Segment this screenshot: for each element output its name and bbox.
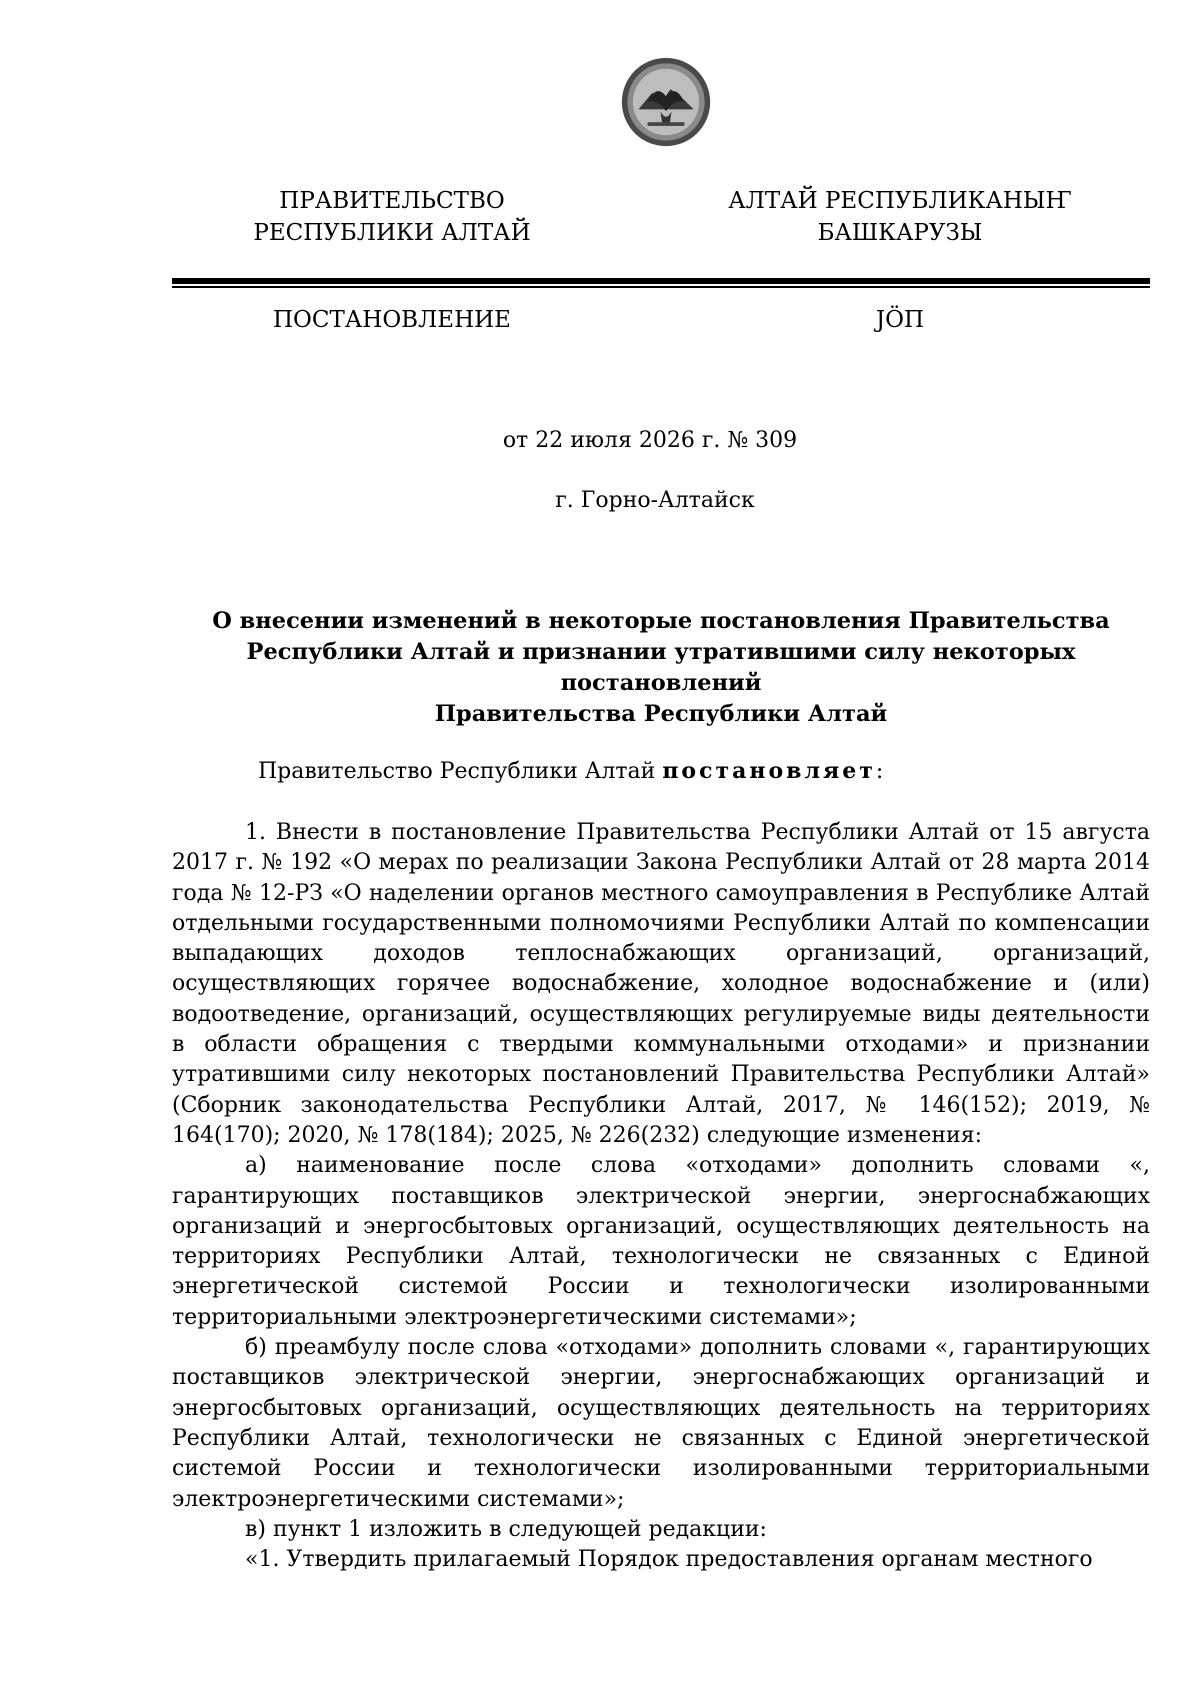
government-name-russian xyxy=(212,185,572,249)
decree-statement xyxy=(258,758,883,784)
paragraph-b: б) преамбулу после слова «отходами» дополнить словами «, гарантирующих поставщиков электрической энергии, энергоснабжающих организаций и энергосбытовых организаций, осуществляющих деятельность на территориях Республики Алтай, технологически не связанных с Единой энергетической системой России и технологически изолированными территориальными электроэнергетическими системами»; xyxy=(172,1335,1150,1512)
decree-verb: постановляет xyxy=(662,758,876,784)
paragraph-v: в) пункт 1 изложить в следующей редакции: xyxy=(245,1516,767,1542)
paragraph-quote: «1. Утвердить прилагаемый Порядок предоставления органам местного xyxy=(245,1547,1093,1573)
doc-type-altai: ЈӦП xyxy=(875,307,925,333)
decree-subject: Правительство Республики Алтай xyxy=(258,759,663,784)
decree-colon: : xyxy=(875,759,884,784)
government-name-line2: РЕСПУБЛИКИ АЛТАЙ xyxy=(253,220,531,246)
header-divider xyxy=(172,278,1150,284)
doc-type-russian: ПОСТАНОВЛЕНИЕ xyxy=(273,307,511,333)
document-title xyxy=(172,606,1150,730)
government-name-altai-line1: АЛТАЙ РЕСПУБЛИКАНЫҤ xyxy=(728,188,1072,214)
header-divider-thin xyxy=(172,286,1150,288)
paragraph-a: а) наименование после слова «отходами» дополнить словами «, гарантирующих поставщиков электрической энергии, энергоснабжающих организаций и энергосбытовых организаций, осуществляющих деятельность на территориях Республики Алтай, технологически не связанных с Единой энергетической системой России и технологически изолированными территориальными электроэнергетическими системами»; xyxy=(172,1153,1150,1330)
document-date-number: от 22 июля 2026 г. № 309 xyxy=(502,428,798,453)
paragraph-1: 1. Внести в постановление Правительства Республики Алтай от 15 августа 2017 г. № 192 «О мерах по реализации Закона Республики Алтай от 28 марта 2014 года № 12-РЗ «О наделении органов местного самоуправления в Республике Алтай отдельными государственными полномочиями Республики Алтай по компенсации выпадающих доходов теплоснабжающих организаций, организаций, осуществляющих горячее водоснабжение, холодное водоснабжение и (или) водоотведение, организаций, осуществляющих регулируемые виды деятельности в области обращения с твердыми коммунальными отходами» и признании утратившими силу некоторых постановлений Правительства Республики Алтай» (Сборник законодательства Республики Алтай, 2017, № 146(152); 2019, № 164(170); 2020, № 178(184); 2025, № 226(232) следующие изменения: xyxy=(172,820,1150,1148)
government-name-altai-line2: БАШКАРУЗЫ xyxy=(817,220,983,246)
coat-of-arms-icon xyxy=(620,56,712,148)
government-name-altai xyxy=(720,185,1080,249)
title-line: О внесении изменений в некоторые постановления Правительства xyxy=(212,608,1110,634)
government-name-line1: ПРАВИТЕЛЬСТВО xyxy=(279,188,505,214)
title-line: Правительства Республики Алтай xyxy=(434,701,888,727)
document-city: г. Горно-Алтайск xyxy=(555,488,755,513)
title-line: Республики Алтай и признании утратившими силу некоторых постановлений xyxy=(246,639,1076,696)
document-body xyxy=(172,818,1150,1575)
